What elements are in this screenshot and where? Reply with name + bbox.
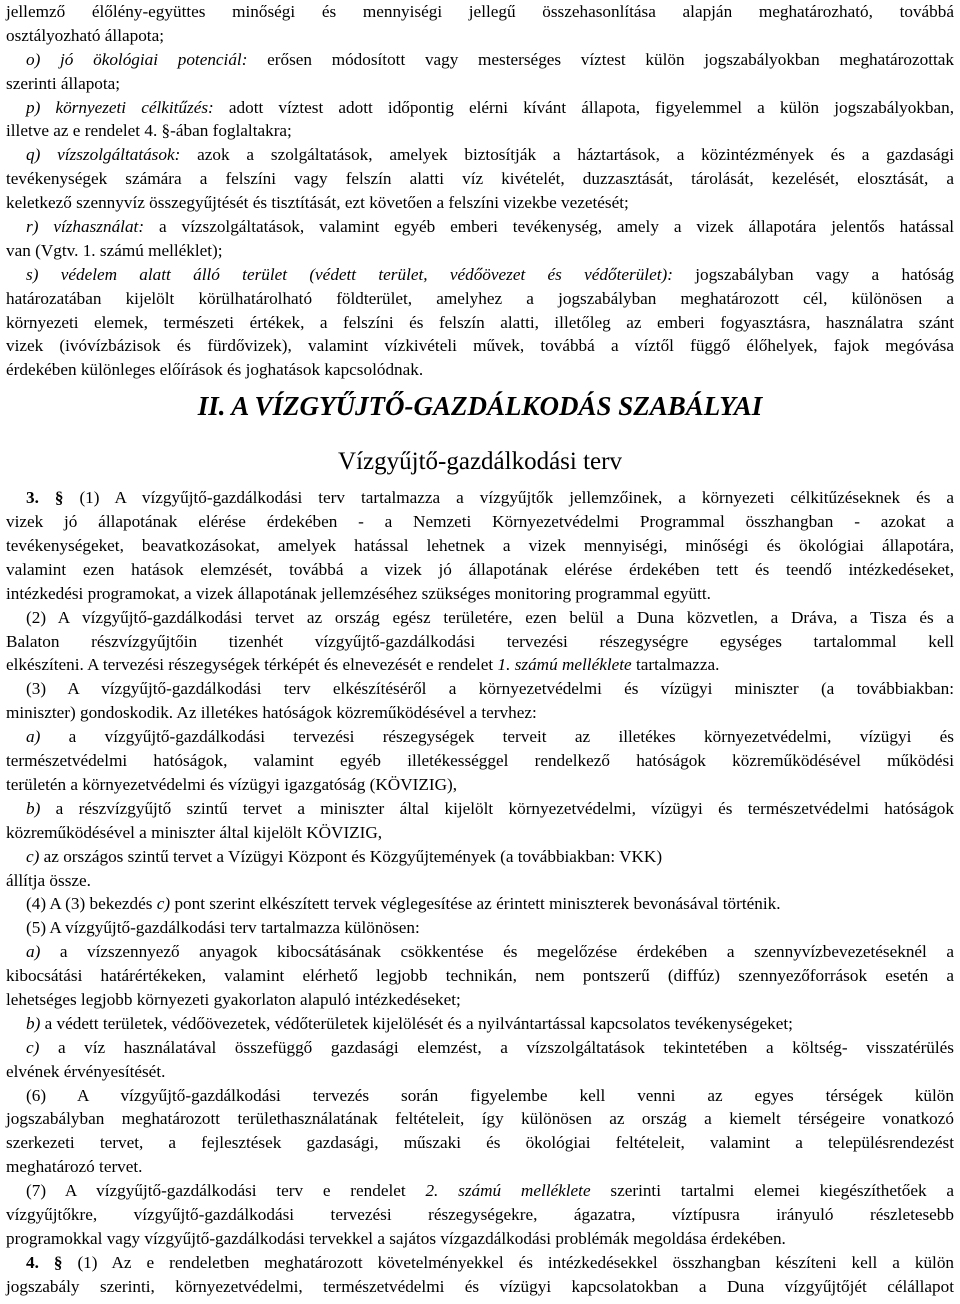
term: s) védelem alatt álló terület (védett terület, védőövezet és védőterület): [26, 264, 673, 284]
annex-reference: 1. számú melléklete [497, 655, 632, 675]
paragraph-start [6, 486, 954, 510]
item-text: az országos szintű tervet a Vízügyi Központ és Közgyűjtemények (a továbbiakban: VKK) [39, 846, 663, 866]
text-segment: elkészíteni. A tervezési részegységek térképét és elnevezését e rendelet [6, 655, 498, 675]
text-line: (6) A vízgyűjtő-gazdálkodási tervezés során figyelembe kell venni az egyes térségek külön [26, 1085, 954, 1105]
text-line: Balaton részvízgyűjtőin tizenhét vízgyűjtő-gazdálkodási tervezési részegységre egységes tartalommal kell [6, 631, 954, 651]
list-item-b [6, 797, 954, 821]
text-line: elvének érvényesítését. [6, 1061, 166, 1081]
text-line: tevékenységeket, beavatkozásokat, amelyek hatással lehetnek a vizek mennyiségi, minőségi és ökológiai állapotára, [6, 536, 954, 556]
definition-q [6, 143, 954, 167]
definition-s [6, 263, 954, 287]
item-letter: c) [26, 846, 40, 866]
item-text: a vízszennyező anyagok kibocsátásának csökkentése és megelőzése érdekében a szennyvízbevezetéseknél a [40, 942, 954, 962]
text-line: vizek (ivóvízbázisok és fürdővizek), valamint vízkivételi művek, továbbá a víztől függő élőhelyek, fajok megóvása [6, 336, 954, 356]
text-line: lehetséges legjobb környezeti gyakorlaton alapuló intézkedéseket; [6, 989, 461, 1009]
definition-text: azok a szolgáltatások, amelyek biztosítják a háztartások, a közintézmények és a gazdasági [180, 145, 954, 165]
list-item-a [6, 725, 954, 749]
term: r) vízhasználat: [26, 217, 145, 237]
section-heading: Vízgyűjtő-gazdálkodási terv [338, 448, 622, 476]
definition-r [6, 215, 954, 239]
text-line: szerinti állapota; [6, 73, 121, 93]
text-line: miniszter) gondoskodik. Az illetékes hatóságok közreműködésével a tervhez: [6, 703, 537, 723]
text-line [6, 653, 954, 677]
text-line: vizek jó állapotának elérése érdekében - a Nemzeti Környezetvédelmi Programmal összhangban - azokat a [6, 512, 954, 532]
annex-reference: 2. számú melléklete [425, 1181, 591, 1201]
list-item-c [6, 845, 954, 869]
text-segment: szerinti tartalmi elemei kiegészíthetőek a [590, 1181, 954, 1201]
text-line: illetve az e rendelet 4. §-ában foglaltakra; [6, 121, 292, 141]
text-segment: tartalmazza. [631, 655, 720, 675]
text-line: vízgyűjtőkre, vízgyűjtő-gazdálkodási tervezési részegységekre, ágazatra, víztípusra irányuló részletesebb [6, 1204, 954, 1224]
text-line: közreműködésével a miniszter által kijelölt KÖVIZIG, [6, 822, 383, 842]
item-letter: b) [26, 798, 41, 818]
item-text: a víz használatával összefüggő gazdasági elemzést, a vízszolgáltatások tekintetében a költség- visszatérülés [39, 1037, 954, 1057]
chapter-heading: II. A VÍZGYŰJTŐ-GAZDÁLKODÁS SZABÁLYAI [197, 391, 763, 422]
definition-text: a vízszolgáltatások, valamint egyéb emberi tevékenység, amely a vizek állapotára jelentős hatással [144, 217, 954, 237]
term: p) környezeti célkitűzés: [26, 97, 214, 117]
text-line: programokkal vagy vízgyűjtő-gazdálkodási tervekkel a sajátos vízgazdálkodási problémák megoldása érdekében. [6, 1228, 786, 1248]
item-letter: b) [26, 1013, 41, 1033]
paragraph-text: (1) A vízgyűjtő-gazdálkodási terv tartalmazza a vízgyűjtők jellemzőinek, a környezeti célkitűzéseknek és a [63, 488, 954, 508]
text-line: jogszabály szerinti, környezetvédelmi, természetvédelmi és vízügyi kapcsolatokban a Duna vízgyűjtőjét célállapot [6, 1276, 954, 1296]
text-line: (2) A vízgyűjtő-gazdálkodási tervet az ország egész területére, ezen belül a Duna közvetlen, a Dráva, a Tisza és a [26, 607, 954, 627]
paragraph-text: (1) Az e rendeletben meghatározott követelményekkel és intézkedésekkel összhangban készíteni kell a külön [62, 1252, 955, 1272]
text-line: meghatározó tervet. [6, 1157, 143, 1177]
text-line [6, 892, 954, 916]
text-line: szerkezeti tervet, a fejlesztések gazdasági, műszaki és ökológiai feltételeit, valamint a településrendezést [6, 1133, 954, 1153]
text-line: kibocsátási határértékeken, valamint elérhető legjobb technikán, nem pontszerű (diffúz) szennyezőforrások esetén a [6, 966, 954, 986]
paragraph-start [6, 1251, 954, 1275]
term: o) jó ökológiai potenciál: [26, 49, 248, 69]
text-segment: (7) A vízgyűjtő-gazdálkodási terv e rendelet [26, 1181, 426, 1201]
text-line: jogszabályban meghatározott területhasználatának feltételeit, így különösen az ország a kiemelt térségeire vonatkozó [6, 1109, 954, 1129]
text-line: természetvédelmi hatóságok, valamint egyéb illetékességgel rendelkező hatóságok közreműködésével működési [6, 751, 954, 771]
definition-p [6, 96, 954, 120]
text-segment: pont szerint elkészített tervek véglegesítése az érintett miniszterek bevonásával történik. [170, 894, 781, 914]
text-line: jellemző élőlény-együttes minőségi és mennyiségi jellegű összehasonlítása alapján meghatározható, továbbá [6, 2, 954, 21]
text-line: érdekében különleges előírások és joghatások kapcsolódnak. [6, 360, 424, 380]
definition-text: jogszabályban vagy a hatóság [672, 264, 954, 284]
list-item-a [6, 940, 954, 964]
item-reference: c) [156, 894, 171, 914]
text-line [6, 1179, 954, 1203]
section-number: 3. § [26, 488, 64, 508]
item-letter: a) [26, 942, 41, 962]
term: q) vízszolgáltatások: [26, 145, 181, 165]
text-line: van (Vgtv. 1. számú melléklet); [6, 240, 223, 260]
text-line: keletkező szennyvíz összegyűjtését és tisztítását, ezt követően a felszíni vizekbe vezetését; [6, 193, 629, 213]
text-line: (5) A vízgyűjtő-gazdálkodási terv tartalmazza különösen: [26, 918, 420, 938]
definition-text: erősen módosított vagy mesterséges víztest külön jogszabályokban meghatározottak [247, 49, 954, 69]
text-line: (3) A vízgyűjtő-gazdálkodási terv elkészítéséről a környezetvédelmi és vízügyi miniszter (a továbbiakban: [26, 679, 954, 699]
definition-o [6, 48, 954, 72]
item-letter: c) [26, 1037, 40, 1057]
list-item-c [6, 1036, 954, 1060]
text-line: osztályozható állapota; [6, 25, 164, 45]
text-line: környezeti elemek, természeti értékek, a felszíni és felszín alatti, illetőleg az emberi fogyasztásra, használatra szánt [6, 312, 954, 332]
text-segment: (4) A (3) bekezdés [26, 894, 157, 914]
item-text: a részvízgyűjtő szintű tervet a miniszter által kijelölt környezetvédelmi, vízügyi és természetvédelmi hatóságok [40, 798, 954, 818]
text-line: területén a környezetvédelmi és vízügyi igazgatóság (KÖVIZIG), [6, 774, 457, 794]
text-line: állítja össze. [6, 870, 91, 890]
item-text: a vízgyűjtő-gazdálkodási tervezési részegységek terveit az illetékes környezetvédelmi, vízügyi és [40, 727, 954, 747]
text-line: valamint ezen hatások elemzését, továbbá a vizek jó állapotának elérése érdekében tett és teendő intézkedéseket, [6, 559, 954, 579]
section-number: 4. § [26, 1252, 63, 1272]
text-line: határozatában kijelölt körülhatárolható földterület, amelyhez a jogszabályban meghatározott cél, különösen a [6, 288, 954, 308]
definition-text: adott víztest adott időpontig elérni kívánt állapota, figyelemmel a külön jogszabályokban, [213, 97, 954, 117]
text-line: intézkedési programokat, a vizek állapotának jellemzéséhez szükséges monitoring programmal együtt. [6, 583, 711, 603]
list-item-b [6, 1012, 954, 1036]
item-letter: a) [26, 727, 41, 747]
text-line: tevékenységek számára a felszíni vagy felszín alatti víz kivételét, duzzasztását, tárolását, kezelését, elosztását, a [6, 169, 954, 189]
item-text: a védett területek, védőövezetek, védőterületek kijelölését és a nyilvántartással kapcsolatos tevékenységeket; [40, 1013, 793, 1033]
